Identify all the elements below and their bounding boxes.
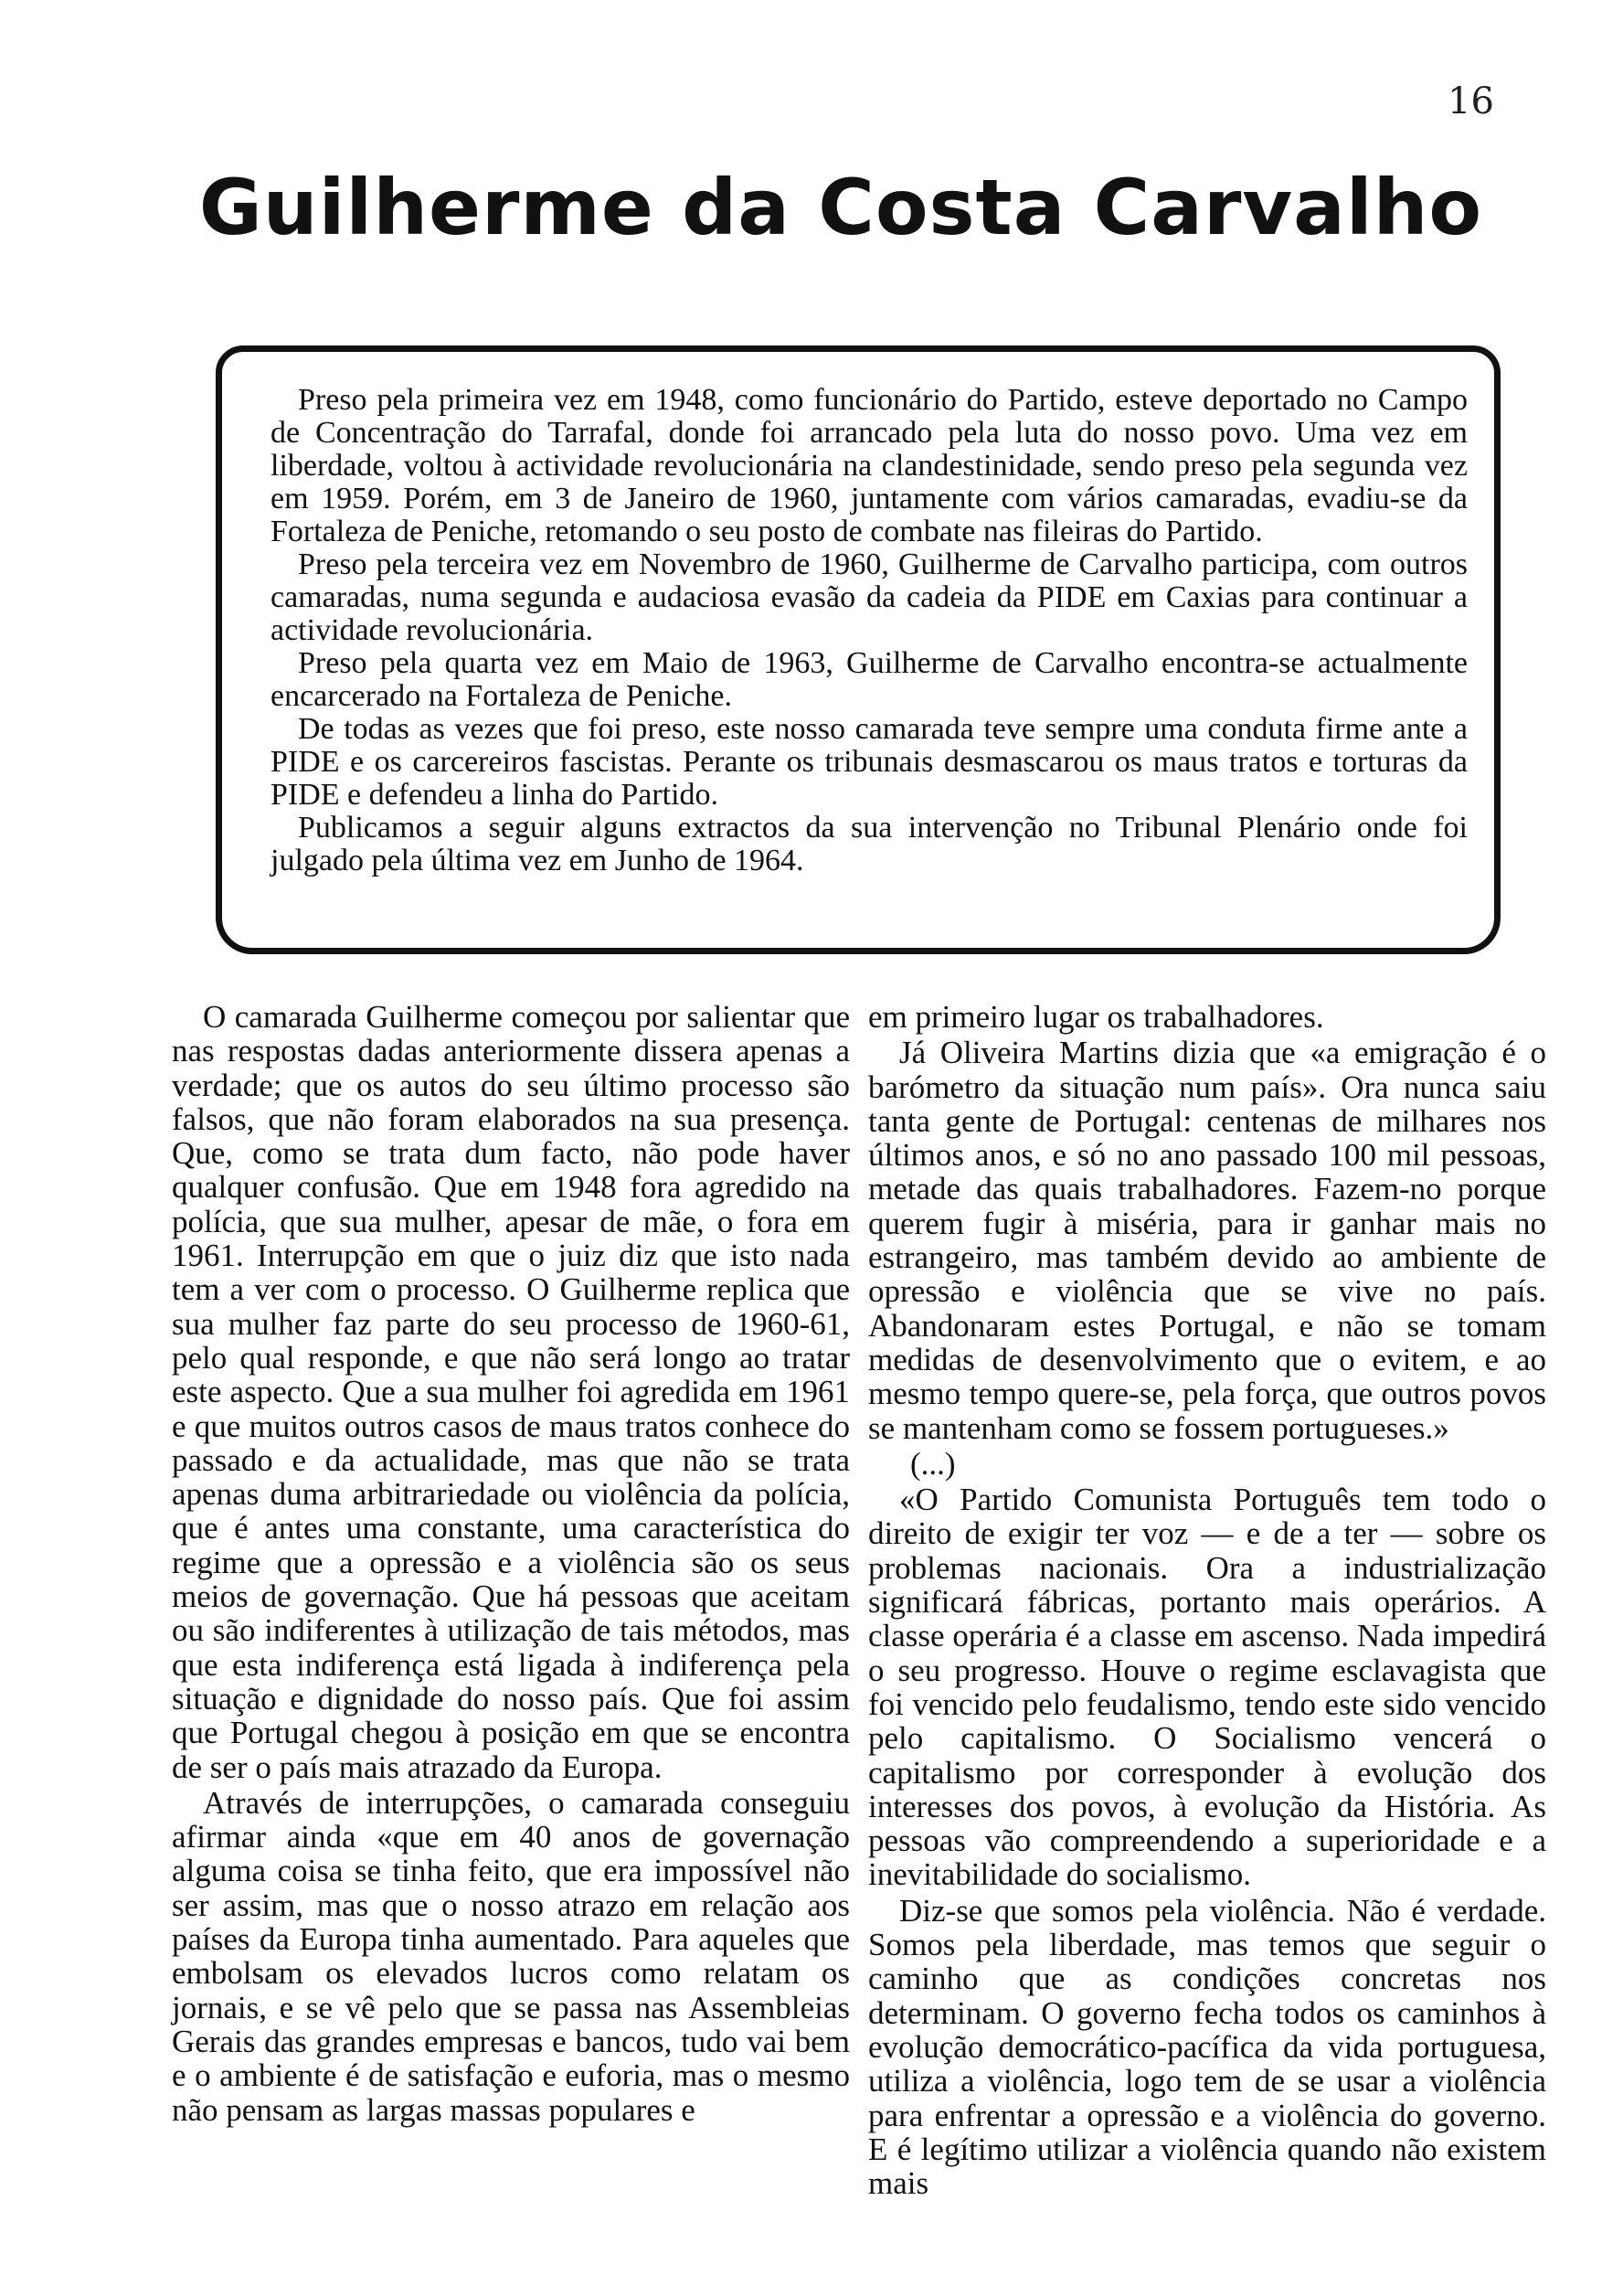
ellipsis-marker: (...) — [910, 1445, 956, 1482]
intro-paragraph: Publicamos a seguir alguns extractos da sua intervenção no Tribunal Plenário onde foi julgado pela última vez em Junho de 1964. — [270, 811, 1468, 877]
right-column — [868, 1000, 1546, 2202]
body-paragraph: O camarada Guilherme começou por salientar que nas respostas dadas anteriormente dissera apenas a verdade; que os autos do seu último processo são falsos, que não foram elaborados na sua presença. Que, como se trata dum facto, não pode haver qualquer confusão. Que em 1948 fora agredido na polícia, que sua mulher, apesar de mãe, o fora em 1961. Interrupção em que o juiz diz que isto nada tem a ver com o processo. O Guilherme replica que sua mulher faz parte do seu processo de 1960-61, pelo qual responde, e que não será longo ao tratar este aspecto. Que a sua mulher foi agredida em 1961 e que muitos outros casos de maus tratos conhece do passado e da actualidade, mas que não se trata apenas duma arbitrariedade ou violência da polícia, que é antes uma constante, uma característica do regime que a opressão e a violência são os seus meios de governação. Que há pessoas que aceitam ou são indiferentes à utilização de tais métodos, mas que esta indiferença está ligada à indiferença pela situação e dignidade do nosso país. Que foi assim que Portugal chegou à posição em que se encontra de ser o país mais atrazado da Europa. — [172, 999, 850, 1785]
intro-paragraph: Preso pela terceira vez em Novembro de 1960, Guilherme de Carvalho participa, com outros camaradas, numa segunda e audaciosa evasão da cadeia da PIDE em Caxias para continuar a actividade revolucionária. — [270, 547, 1468, 647]
body-paragraph: em primeiro lugar os trabalhadores. — [868, 999, 1324, 1035]
body-paragraph: Já Oliveira Martins dizia que «a emigração é o barómetro da situação num país». Ora nunca saiu tanta gente de Portugal: centenas de milhares nos últimos anos, e só no ano passado 100 mil pessoas, metade das quais trabalhadores. Fazem-no porque querem fugir à miséria, para ir ganhar mais no estrangeiro, mas também devido ao ambiente de opressão e violência que se vive no país. Abandonaram estes Portugal, e não se tomam medidas de desenvolvimento que o evitem, e ao mesmo tempo quere-se, pela força, que outros povos se mantenham como se fossem portugueses.» — [868, 1035, 1546, 1446]
left-column — [172, 1000, 850, 2129]
intro-paragraph: Preso pela primeira vez em 1948, como funcionário do Partido, esteve deportado no Campo de Concentração do Tarrafal, donde foi arrancado pela luta do nosso povo. Uma vez em liberdade, voltou à actividade revolucionária na clandestinidade, sendo preso pela segunda vez em 1959. Porém, em 3 de Janeiro de 1960, juntamente com vários camaradas, evadiu-se da Fortaleza de Peniche, retomando o seu posto de combate nas fileiras do Partido. — [270, 383, 1468, 548]
body-paragraph: Diz-se que somos pela violência. Não é verdade. Somos pela liberdade, mas temos que seguir o caminho que as condições concretas nos determinam. O governo fecha todos os caminhos à evolução democrático-pacífica da vida portuguesa, utiliza a violência, logo tem de se usar a violência para enfrentar a opressão e a violência do governo. E é legítimo utilizar a violência quando não existem mais — [868, 1892, 1546, 2202]
body-paragraph: Através de interrupções, o camarada conseguiu afirmar ainda «que em 40 anos de governação alguma coisa se tinha feito, que era impossível não ser assim, mas que o nosso atrazo em relação aos países da Europa tinha aumentado. Para aqueles que embolsam os elevados lucros como relatam os jornais, e se vê pelo que se passa nas Assembleias Gerais das grandes empresas e bancos, tudo vai bem e o ambiente é de satisfação e euforia, mas o mesmo não pensam as largas massas populares e — [172, 1784, 850, 2128]
article-title: Guilherme da Costa Carvalho — [198, 163, 1483, 252]
intro-paragraph: Preso pela quarta vez em Maio de 1963, Guilherme de Carvalho encontra-se actualmente encarcerado na Fortaleza de Peniche. — [270, 646, 1468, 713]
body-paragraph: «O Partido Comunista Português tem todo o direito de exigir ter voz — e de a ter — sobre os problemas nacionais. Ora a industrialização significará fábricas, portanto mais operários. A classe operária é a classe em ascenso. Nada impedirá o seu progresso. Houve o regime esclavagista que foi vencido pelo feudalismo, tendo este sido vencido pelo capitalismo. O Socialismo vencerá o capitalismo por corresponder à evolução dos interesses dos povos, à evolução da História. As pessoas vão compreendendo a superioridade e a inevitabilidade do socialismo. — [868, 1482, 1546, 1893]
page-number: 16 — [1448, 80, 1494, 122]
intro-paragraph: De todas as vezes que foi preso, este nosso camarada teve sempre uma conduta firme ante a PIDE e os carcereiros fascistas. Perante os tribunais desmascarou os maus tratos e torturas da PIDE e defendeu a linha do Partido. — [270, 712, 1468, 812]
intro-text — [270, 384, 1468, 877]
